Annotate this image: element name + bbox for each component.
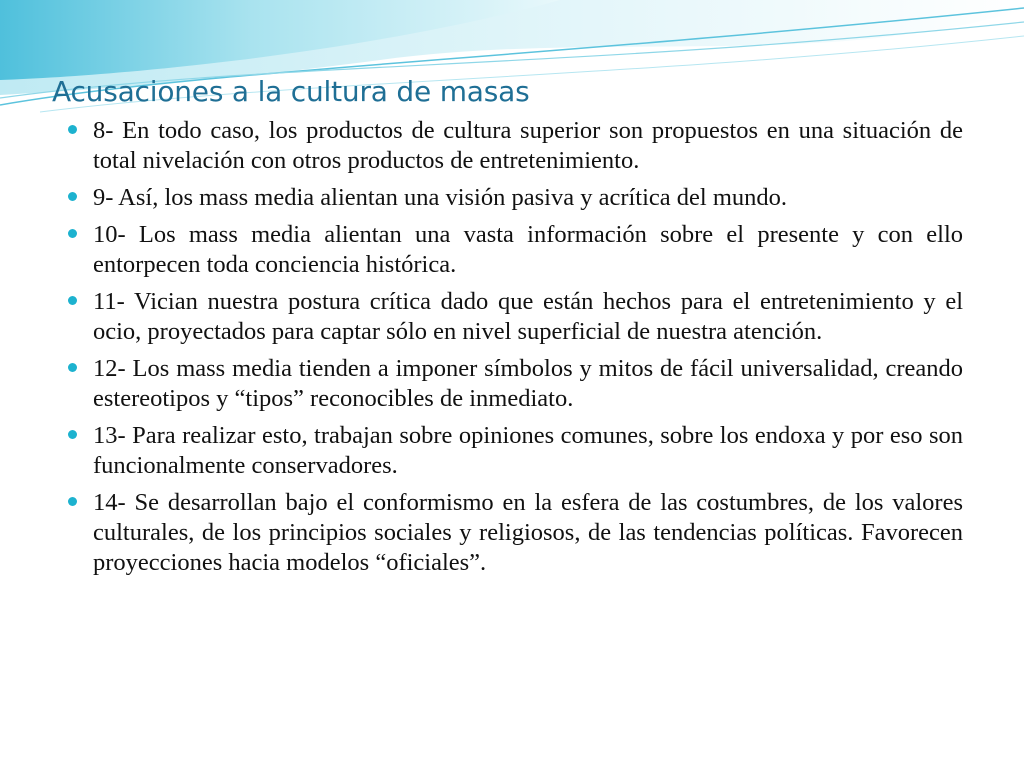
list-item <box>68 220 963 280</box>
slide-title: Acusaciones a la cultura de masas <box>52 75 530 108</box>
bullet-text: 11- Vician nuestra postura crítica dado que están hechos para el entretenimiento y el ocio, proyectados para captar sólo en nivel superficial de nuestra atención. <box>93 288 963 345</box>
list-item <box>68 116 963 176</box>
bullet-text: 9- Así, los mass media alientan una visión pasiva y acrítica del mundo. <box>93 184 788 211</box>
bullet-dot-icon <box>68 296 77 305</box>
list-item <box>68 421 963 481</box>
list-item <box>68 287 963 347</box>
bullet-dot-icon <box>68 430 77 439</box>
bullet-dot-icon <box>68 229 77 238</box>
bullet-text: 14- Se desarrollan bajo el conformismo en la esfera de las costumbres, de los valores culturales, de los principios sociales y religiosos, de las tendencias políticas. Favorecen proyecciones hacia modelos “oficiales”. <box>93 489 963 576</box>
list-item <box>68 183 963 213</box>
bullet-dot-icon <box>68 125 77 134</box>
bullet-text: 12- Los mass media tienden a imponer símbolos y mitos de fácil universalidad, creando estereotipos y “tipos” reconocibles de inmediato. <box>93 355 963 412</box>
bullet-dot-icon <box>68 192 77 201</box>
list-item <box>68 354 963 414</box>
list-item <box>68 488 963 578</box>
bullet-text: 10- Los mass media alientan una vasta información sobre el presente y con ello entorpecen toda conciencia histórica. <box>93 221 963 278</box>
bullet-dot-icon <box>68 363 77 372</box>
bullet-text: 8- En todo caso, los productos de cultura superior son propuestos en una situación de total nivelación con otros productos de entretenimiento. <box>93 117 963 174</box>
bullet-list <box>68 116 963 585</box>
bullet-text: 13- Para realizar esto, trabajan sobre opiniones comunes, sobre los endoxa y por eso son funcionalmente conservadores. <box>93 422 963 479</box>
bullet-dot-icon <box>68 497 77 506</box>
